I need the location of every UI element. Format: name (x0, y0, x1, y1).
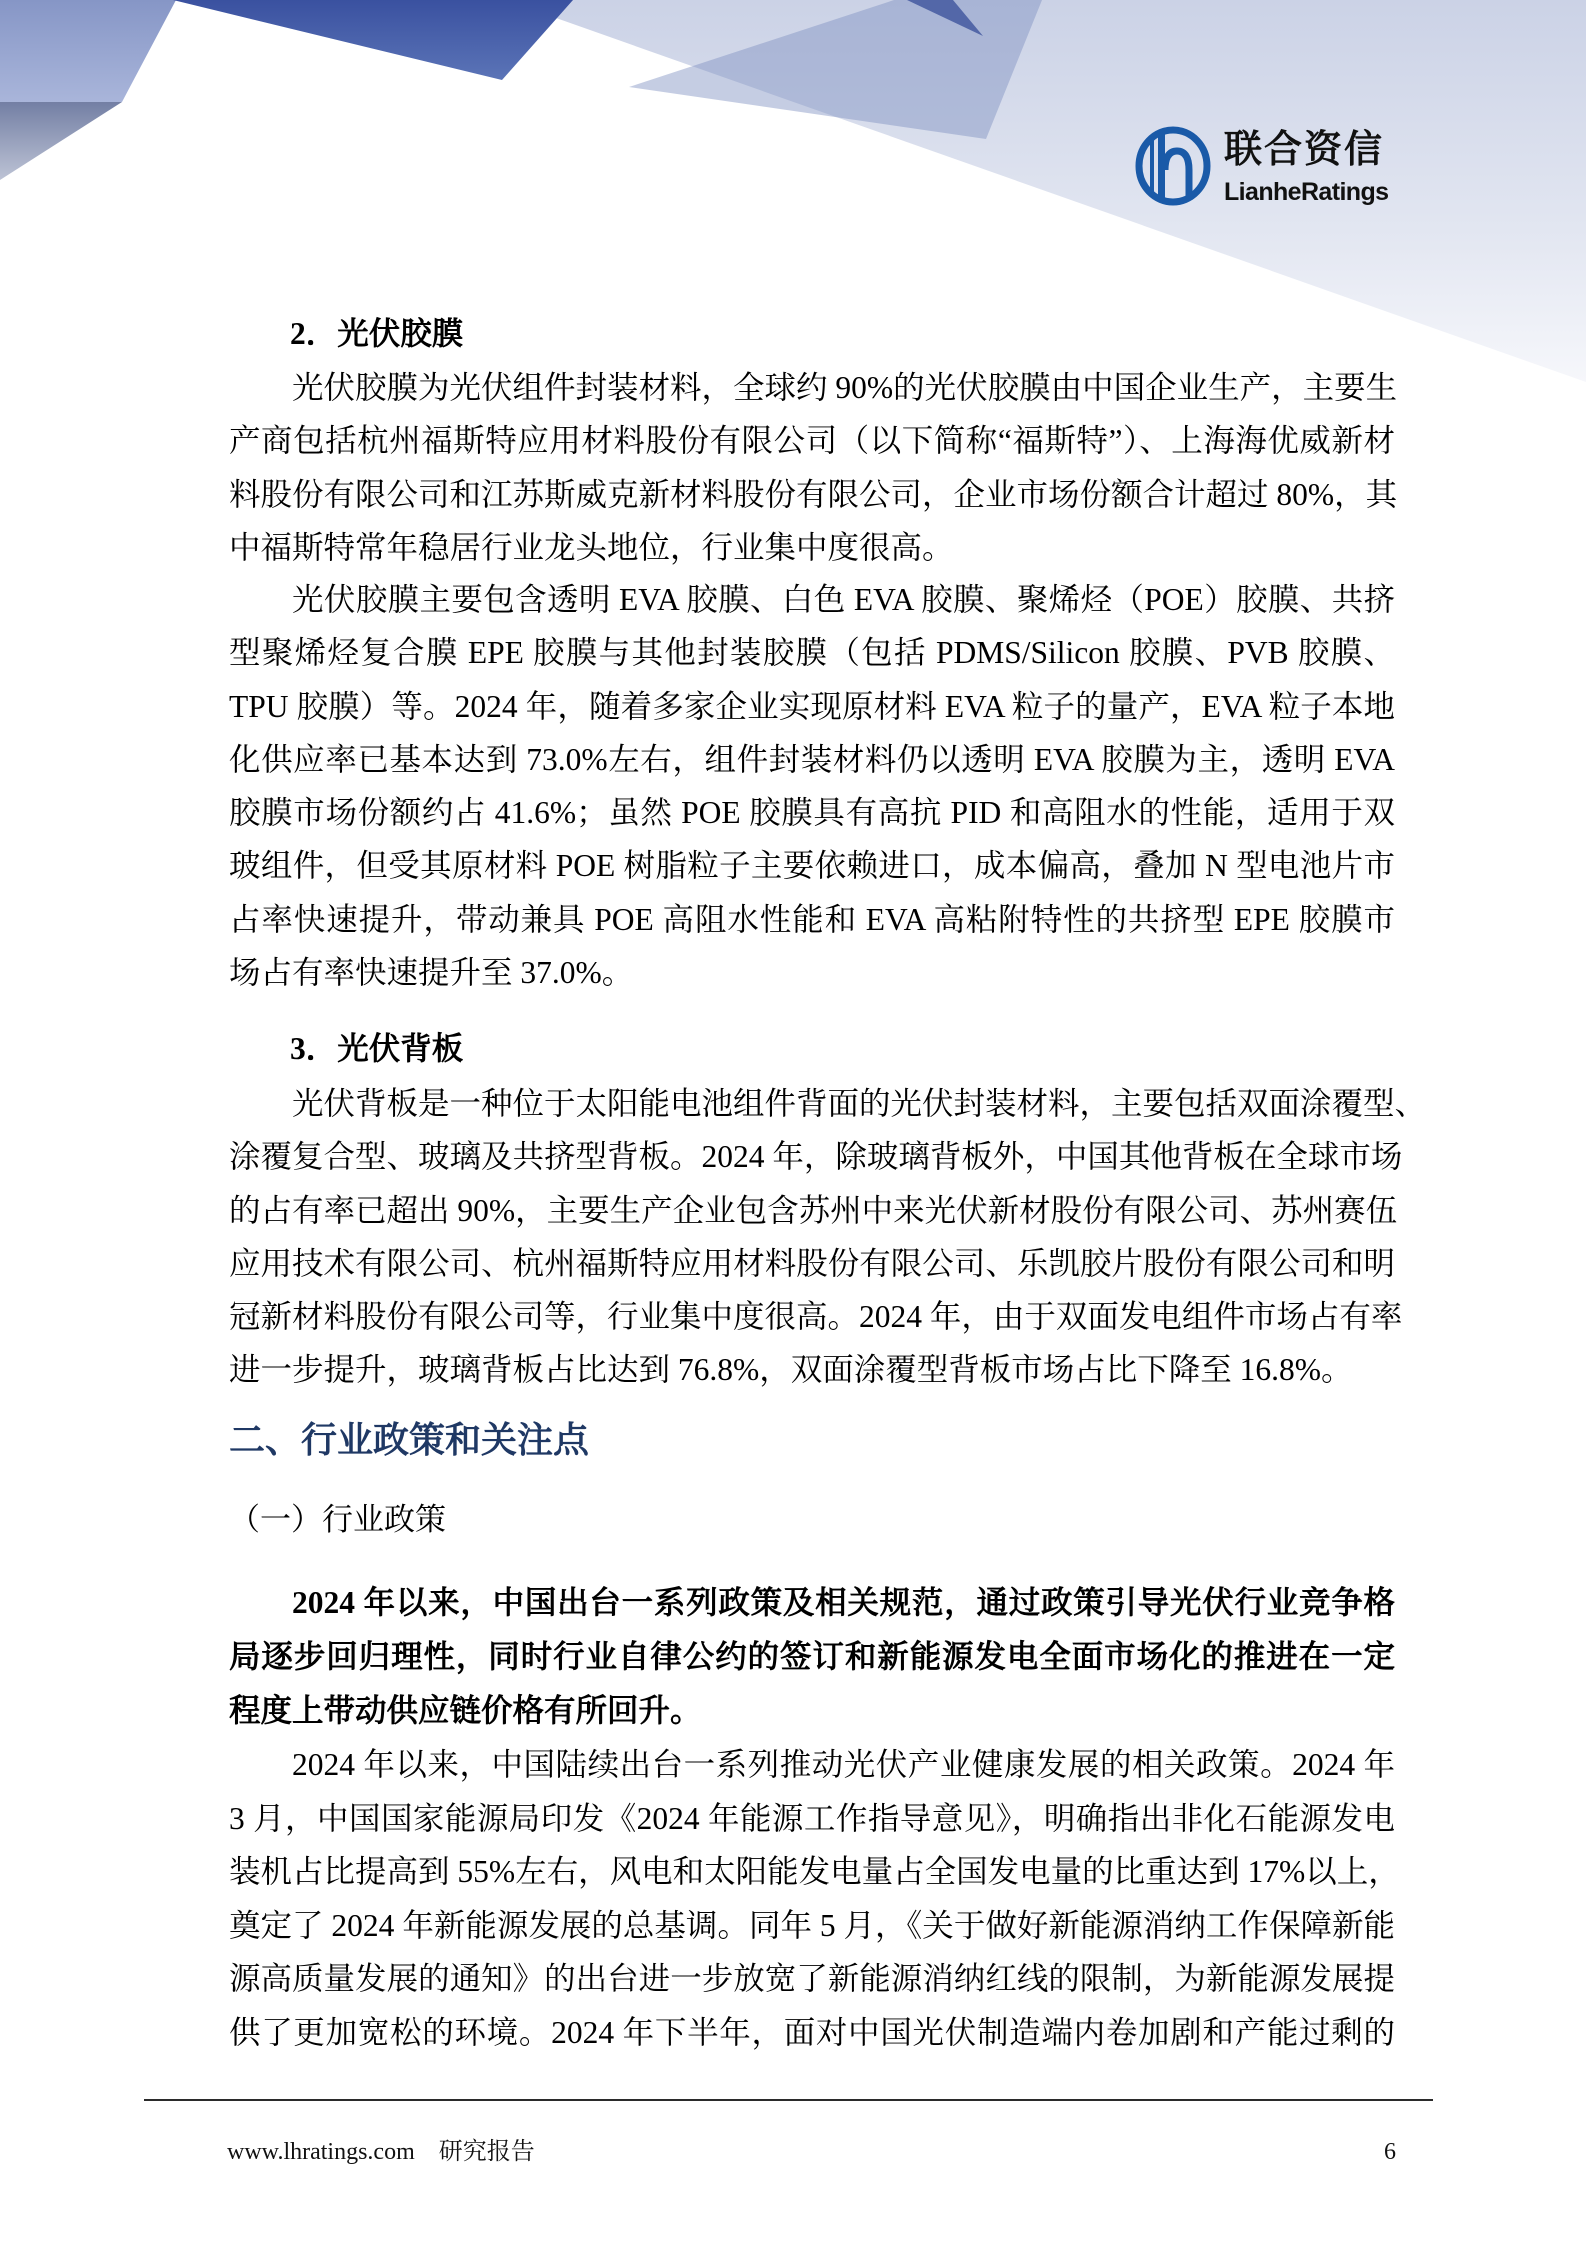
text-line: 装机占比提高到 55%左右，风电和太阳能发电量占全国发电量的比重达到 17%以上， (229, 1854, 1400, 1890)
text-line: 玻组件，但受其原材料 POE 树脂粒子主要依赖进口，成本偏高，叠加 N 型电池片市 (229, 848, 1395, 884)
page-number: 6 (1384, 2139, 1396, 2165)
text-line: 源高质量发展的通知》的出台进一步放宽了新能源消纳红线的限制，为新能源发展提 (229, 1961, 1395, 1997)
text-line: 光伏背板是一种位于太阳能电池组件背面的光伏封装材料，主要包括双面涂覆型、 (292, 1086, 1427, 1121)
text-line: 占率快速提升，带动兼具 POE 高阻水性能和 EVA 高粘附特性的共挤型 EPE 胶膜市 (229, 901, 1395, 937)
footer-website: www.lhratings.com (227, 2139, 415, 2165)
text-line: 化供应率已基本达到 73.0%左右，组件封装材料仍以透明 EVA 胶膜为主，透明 EVA (229, 741, 1395, 777)
footer-doc-type: 研究报告 (438, 2139, 535, 2165)
logo-name-en: LianheRatings (1224, 178, 1389, 206)
logo-name-cn: 联合资信 (1224, 127, 1385, 171)
text-line: TPU 胶膜）等。2024 年，随着多家企业实现原材料 EVA 粒子的量产，EVA 粒子本地 (229, 688, 1395, 724)
text-line: 冠新材料股份有限公司等，行业集中度很高。2024 年，由于双面发电组件市场占有率 (229, 1299, 1403, 1335)
subsection-title-policy: （一）行业政策 (229, 1502, 446, 1538)
text-line: 进一步提升，玻璃背板占比达到 76.8%，双面涂覆型背板市场占比下降至 16.8%。 (229, 1352, 1353, 1388)
text-line: 的占有率已超出 90%，主要生产企业包含苏州中来光伏新材股份有限公司、苏州赛伍 (229, 1192, 1398, 1228)
text-line: 胶膜市场份额约占 41.6%；虽然 POE 胶膜具有高抗 PID 和高阻水的性能，适用于双 (229, 795, 1395, 831)
text-line: 光伏胶膜主要包含透明 EVA 胶膜、白色 EVA 胶膜、聚烯烃（POE）胶膜、共挤 (292, 582, 1395, 617)
text-line: 涂覆复合型、玻璃及共挤型背板。2024 年，除玻璃背板外，中国其他背板在全球市场 (229, 1139, 1403, 1175)
text-line: 应用技术有限公司、杭州福斯特应用材料股份有限公司、乐凯胶片股份有限公司和明 (229, 1245, 1395, 1281)
text-line: 供了更加宽松的环境。2024 年下半年，面对中国光伏制造端内卷加剧和产能过剩的 (229, 2014, 1395, 2050)
text-line: 程度上带动供应链价格有所回升。 (229, 1693, 702, 1728)
footer-divider (144, 2099, 1433, 2101)
text-line: 奠定了 2024 年新能源发展的总基调。同年 5 月，《关于做好新能源消纳工作保障新能 (229, 1907, 1395, 1943)
company-logo (1130, 122, 1420, 212)
paragraph-policy-summary-bold (229, 1576, 1395, 1738)
lh-circle-logo-icon (1130, 122, 1220, 212)
text-line: 2024 年以来，中国出台一系列政策及相关规范，通过政策引导光伏行业竞争格 (292, 1585, 1395, 1620)
footer-info (227, 2137, 535, 2167)
light-blue-polygon (0, 0, 176, 102)
text-line: 2024 年以来，中国陆续出台一系列推动光伏产业健康发展的相关政策。2024 年 (292, 1747, 1395, 1782)
text-line: 料股份有限公司和江苏斯威克新材料股份有限公司，企业市场份额合计超过 80%，其 (229, 476, 1398, 512)
paragraph-pv-film-market (229, 361, 1398, 574)
text-line: 场占有率快速提升至 37.0%。 (229, 955, 634, 991)
text-line: 型聚烯烃复合膜 EPE 胶膜与其他封装胶膜（包括 PDMS/Silicon 胶膜、PVB 胶膜、 (229, 635, 1395, 671)
text-line: 中福斯特常年稳居行业龙头地位，行业集中度很高。 (229, 529, 954, 565)
heading-pv-film: 2．光伏胶膜 (290, 316, 464, 351)
paragraph-pv-film-types (229, 573, 1395, 999)
text-line: 光伏胶膜为光伏组件封装材料，全球约 90%的光伏胶膜由中国企业生产，主要生 (292, 370, 1398, 405)
text-line: 局逐步回归理性，同时行业自律公约的签订和新能源发电全面市场化的推进在一定 (229, 1639, 1395, 1674)
lavender-triangle (505, 0, 1586, 382)
heading-pv-backsheet: 3．光伏背板 (290, 1031, 464, 1066)
text-line: 3 月，中国国家能源局印发《2024 年能源工作指导意见》，明确指出非化石能源发电 (229, 1800, 1395, 1836)
paragraph-policy-detail (229, 1738, 1400, 2060)
section-title-industry-policy: 二、行业政策和关注点 (229, 1420, 590, 1461)
dark-blue-triangle (173, 0, 573, 80)
text-line: 产商包括杭州福斯特应用材料股份有限公司（以下简称“福斯特”）、上海海优威新材 (229, 423, 1395, 459)
paragraph-pv-backsheet (229, 1077, 1427, 1397)
grey-blue-triangle (0, 102, 122, 180)
